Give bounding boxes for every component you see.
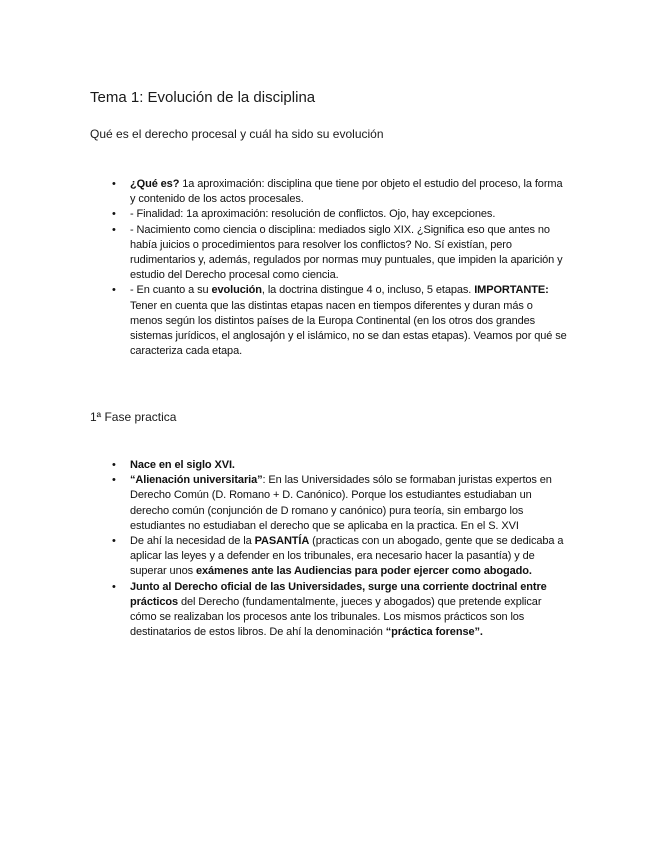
body-text: De ahí la necesidad de la — [130, 535, 255, 548]
body-text: , la doctrina distingue 4 o, incluso, 5 etapas. — [261, 284, 475, 297]
list-item — [112, 283, 567, 359]
bold-text: Nace en el siglo XVI. — [130, 459, 235, 471]
page-subtitle: Qué es el derecho procesal y cuál ha sido su evolución — [90, 127, 384, 141]
bullet-icon: • — [112, 223, 116, 236]
list-item — [112, 207, 567, 222]
intro-bullet-list — [112, 177, 567, 359]
bullet-icon: • — [112, 208, 116, 221]
bold-text: Junto al Derecho oficial de las Universidades, surge una corriente doctrinal entre prácticos — [130, 580, 547, 608]
list-item — [112, 458, 567, 473]
bullet-icon: • — [112, 178, 116, 190]
body-text: 1a aproximación: disciplina que tiene por objeto el estudio del proceso, la forma y contenido de los actos procesales. — [130, 178, 563, 206]
bold-text: PASANTÍA — [254, 535, 310, 548]
list-item — [112, 177, 567, 207]
phase-bullet-list — [112, 458, 567, 640]
list-item — [112, 580, 567, 641]
bold-text: ¿Qué es? — [130, 178, 180, 190]
bullet-icon: • — [112, 535, 116, 548]
body-text: - Nacimiento como ciencia o disciplina: mediados siglo XIX. ¿Significa eso que antes no había juicios o procedimientos para resolver los conflictos? No. Sí existían, pero rudimentarios y, además, regulados por normas muy puntuales, que impiden la aparición y estudio del Derecho procesal como ciencia. — [130, 223, 563, 282]
body-text: Tener en cuenta que las distintas etapas nacen en tiempos diferentes y duran más o menos según los distintos países de la Europa Continental (en los otros dos grandes sistemas jurídicos, el anglosajón y el islámico, no se dan estas etapas). Veamos por qué se caracteriza cada etapa. — [130, 299, 567, 358]
bullet-icon: • — [112, 580, 116, 593]
bold-text: “práctica forense”. — [385, 626, 483, 639]
section-heading: 1ª Fase practica — [90, 410, 177, 424]
page-title: Tema 1: Evolución de la disciplina — [90, 89, 316, 106]
list-item — [112, 223, 567, 284]
bullet-icon: • — [112, 459, 116, 471]
bold-text: IMPORTANTE: — [474, 284, 549, 297]
bullet-icon: • — [112, 284, 116, 297]
body-text: - Finalidad: 1a aproximación: resolución de conflictos. Ojo, hay excepciones. — [130, 208, 496, 221]
body-text: - En cuanto a su — [130, 284, 212, 297]
list-item — [112, 473, 567, 534]
list-item — [112, 534, 567, 580]
bold-text: “Alienación universitaria” — [130, 474, 263, 487]
body-text: (practicas con un abogado, gente que se dedicaba a aplicar las leyes y a defender en los tribunales, era necesario hacer la pasantía) y de superar unos — [130, 535, 564, 578]
body-text: : En las Universidades sólo se formaban juristas expertos en Derecho Común (D. Romano + D. Canónico). Porque los estudiantes estudiaban un derecho común (conjunción de D romano y canónico) pura teoría, sin embargo los estudiantes no estudiaban el derecho que se aplicaba en la practica. En el S. XVI — [130, 474, 552, 532]
bullet-icon: • — [112, 474, 116, 487]
bold-text: exámenes ante las Audiencias para poder ejercer como abogado. — [195, 565, 532, 578]
bold-text: evolución — [211, 284, 262, 297]
body-text: del Derecho (fundamentalmente, jueces y abogados) que pretende explicar cómo se realizaban los procesos ante los tribunales. Los mismos prácticos son los destinatarios de estos libros. De ahí la denominación — [130, 595, 542, 639]
